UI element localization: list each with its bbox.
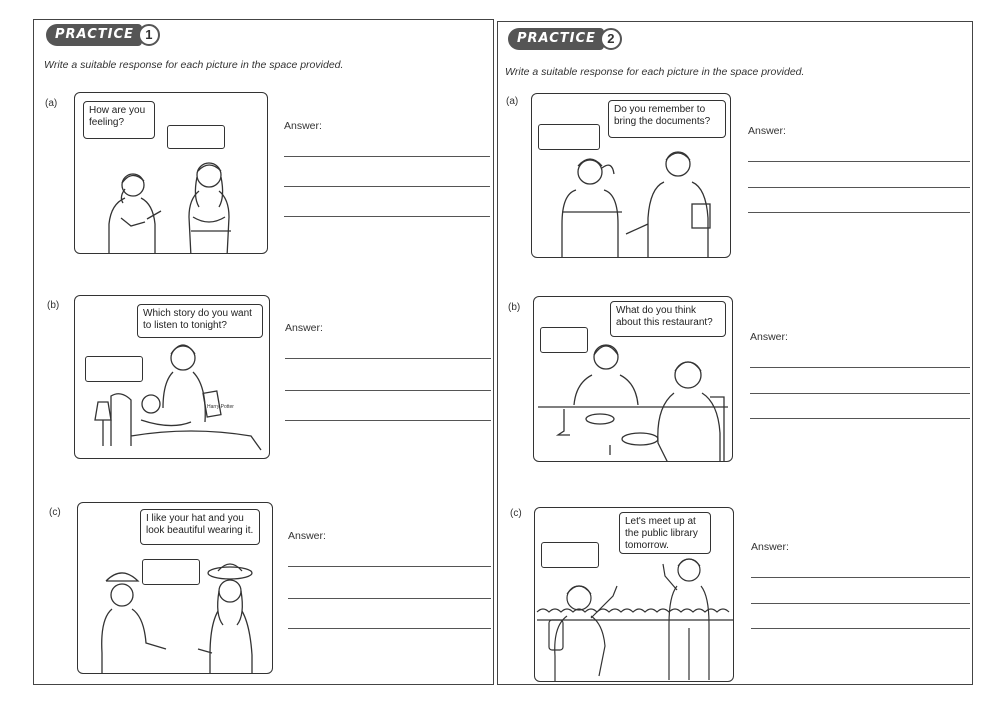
question-label-a: (a) [45,98,58,109]
answer-line[interactable] [285,390,491,391]
answer-line[interactable] [288,598,491,599]
speech-bubble-c: Let's meet up at the public library tomorrow. [619,512,711,554]
answer-line[interactable] [750,367,970,368]
practice-1-badge [46,24,160,46]
answer-label-b: Answer: [750,331,788,343]
practice-label: PRACTICE [46,24,142,46]
question-label-c: (c) [49,507,61,518]
answer-line[interactable] [750,393,970,394]
practice-number: 2 [600,28,622,50]
answer-line[interactable] [284,216,490,217]
answer-line[interactable] [284,156,490,157]
answer-line[interactable] [750,418,970,419]
answer-line[interactable] [284,186,490,187]
question-label-c: (c) [510,508,522,519]
practice-2-page [497,21,973,685]
picture-frame-b [533,296,733,462]
instruction-text: Write a suitable response for each picture in the space provided. [44,59,344,71]
book-cover-text: Harry Potter [207,404,234,410]
answer-label-a: Answer: [284,120,322,132]
speech-bubble-c: I like your hat and you look beautiful wearing it. [140,509,260,545]
picture-frame-c [77,502,273,674]
speech-bubble-b: Which story do you want to listen to tonight? [137,304,263,338]
empty-response-bubble-b [85,356,143,382]
question-label-a: (a) [506,96,519,107]
empty-response-bubble-b [540,327,588,353]
instruction-text: Write a suitable response for each picture in the space provided. [505,66,805,78]
answer-line[interactable] [285,420,491,421]
answer-label-c: Answer: [751,541,789,553]
speech-bubble-a: Do you remember to bring the documents? [608,100,726,138]
answer-line[interactable] [285,358,491,359]
answer-line[interactable] [748,161,970,162]
question-label-b: (b) [508,302,521,313]
answer-label-c: Answer: [288,530,326,542]
answer-line[interactable] [288,628,491,629]
picture-frame-b [74,295,270,459]
picture-frame-a [74,92,268,254]
picture-frame-a [531,93,731,258]
speech-bubble-b: What do you think about this restaurant? [610,301,726,337]
answer-line[interactable] [748,212,970,213]
picture-frame-c [534,507,734,682]
practice-1-page [33,19,494,685]
practice-2-badge [508,28,622,50]
practice-number: 1 [138,24,160,46]
answer-label-b: Answer: [285,322,323,334]
answer-line[interactable] [751,603,970,604]
answer-line[interactable] [751,577,970,578]
empty-response-bubble-a [538,124,600,150]
speech-bubble-a: How are you feeling? [83,101,155,139]
answer-label-a: Answer: [748,125,786,137]
answer-line[interactable] [748,187,970,188]
question-label-b: (b) [47,300,60,311]
answer-line[interactable] [288,566,491,567]
empty-response-bubble-c [142,559,200,585]
answer-line[interactable] [751,628,970,629]
practice-label: PRACTICE [508,28,604,50]
empty-response-bubble-c [541,542,599,568]
empty-response-bubble-a [167,125,225,149]
